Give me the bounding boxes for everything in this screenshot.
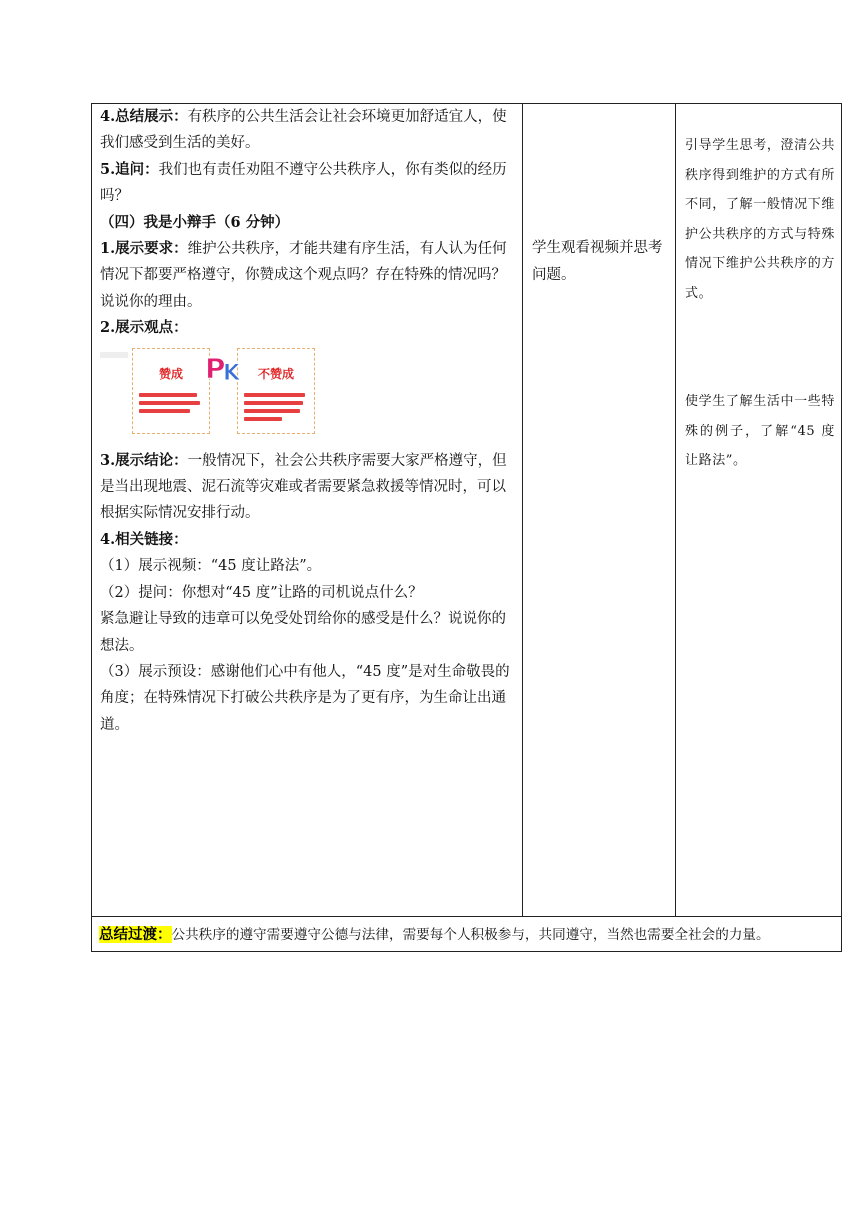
agree-card (132, 348, 210, 434)
text-requirements: 维护公共秩序，才能共建有序生活，有人认为任何情况下都要严格遵守，你赞成这个观点吗？存在特殊的情况吗？说说你的理由。 (100, 241, 507, 310)
link-item-feeling: 紧急避让导致的违章可以免受处罚给你的感受是什么？说说你的想法。 (100, 611, 506, 654)
pk-debate-image (100, 346, 516, 442)
design-intent-text-2: 使学生了解生活中一些特殊的例子，了解“45 度让路法”。 (685, 394, 835, 468)
pk-logo-icon (203, 350, 247, 386)
summary-row (92, 917, 842, 952)
disagree-text-lines (244, 393, 308, 421)
label-follow-up: 5.追问： (100, 160, 159, 178)
label-requirements: 1.展示要求： (100, 240, 188, 258)
label-conclusion: 3.展示结论： (100, 451, 188, 469)
agree-text-lines (139, 393, 203, 413)
disagree-title: 不赞成 (257, 366, 294, 381)
design-intent-cell (676, 104, 842, 917)
agree-title: 赞成 (158, 366, 183, 381)
link-item-question: （2）提问：你想对“45 度”让路的司机说点什么？ (100, 584, 423, 601)
text-follow-up: 我们也有责任劝阻不遵守公共秩序人，你有类似的经历吗？ (100, 161, 507, 205)
label-related-links: 4.相关链接： (100, 530, 188, 548)
teacher-activity-cell (92, 104, 523, 917)
summary-text: 公共秩序的遵守需要遵守公德与法律，需要每个人积极参与，共同遵守，当然也需要全社会的力量。 (171, 927, 770, 943)
link-item-video: （1）展示视频：“45 度让路法”。 (100, 558, 322, 575)
image-fragment (100, 352, 128, 358)
student-activity-text: 学生观看视频并思考问题。 (532, 240, 663, 283)
summary-cell (92, 917, 842, 952)
svg-text:K: K (223, 360, 241, 386)
svg-text:P: P (205, 351, 226, 385)
paragraph-follow-up (100, 157, 516, 210)
label-summary-display: 4.总结展示： (100, 108, 188, 125)
link-item-preset: （3）展示预设：感谢他们心中有他人，“45 度”是对生命敬畏的角度；在特殊情况下打破公共秩序是为了更有序，为生命让出通道。 (100, 663, 510, 733)
paragraph-conclusion (100, 448, 516, 527)
design-intent-text-1: 引导学生思考，澄清公共秩序得到维护的方式有所不同，了解一般情况下维护公共秩序的方式与特殊情况下维护公共秩序的方式。 (685, 138, 835, 301)
paragraph-requirements (100, 236, 516, 315)
paragraph-summary-display (100, 104, 516, 157)
student-activity-cell (523, 104, 676, 917)
summary-label: 总结过渡： (99, 926, 172, 943)
disagree-card (237, 348, 315, 434)
text-conclusion: 一般情况下，社会公共秩序需要大家严格遵守，但是当出现地震、泥石流等灾难或者需要紧急救援等情况时，可以根据实际情况安排行动。 (100, 452, 507, 522)
label-viewpoints: 2.展示观点： (100, 319, 188, 337)
section-heading: （四）我是小辩手（6 分钟） (100, 213, 290, 231)
lesson-plan-table (91, 103, 842, 952)
table-row (92, 104, 842, 917)
text-summary-display: 有秩序的公共生活会让社会环境更加舒适宜人，使我们感受到生活的美好。 (100, 109, 507, 152)
